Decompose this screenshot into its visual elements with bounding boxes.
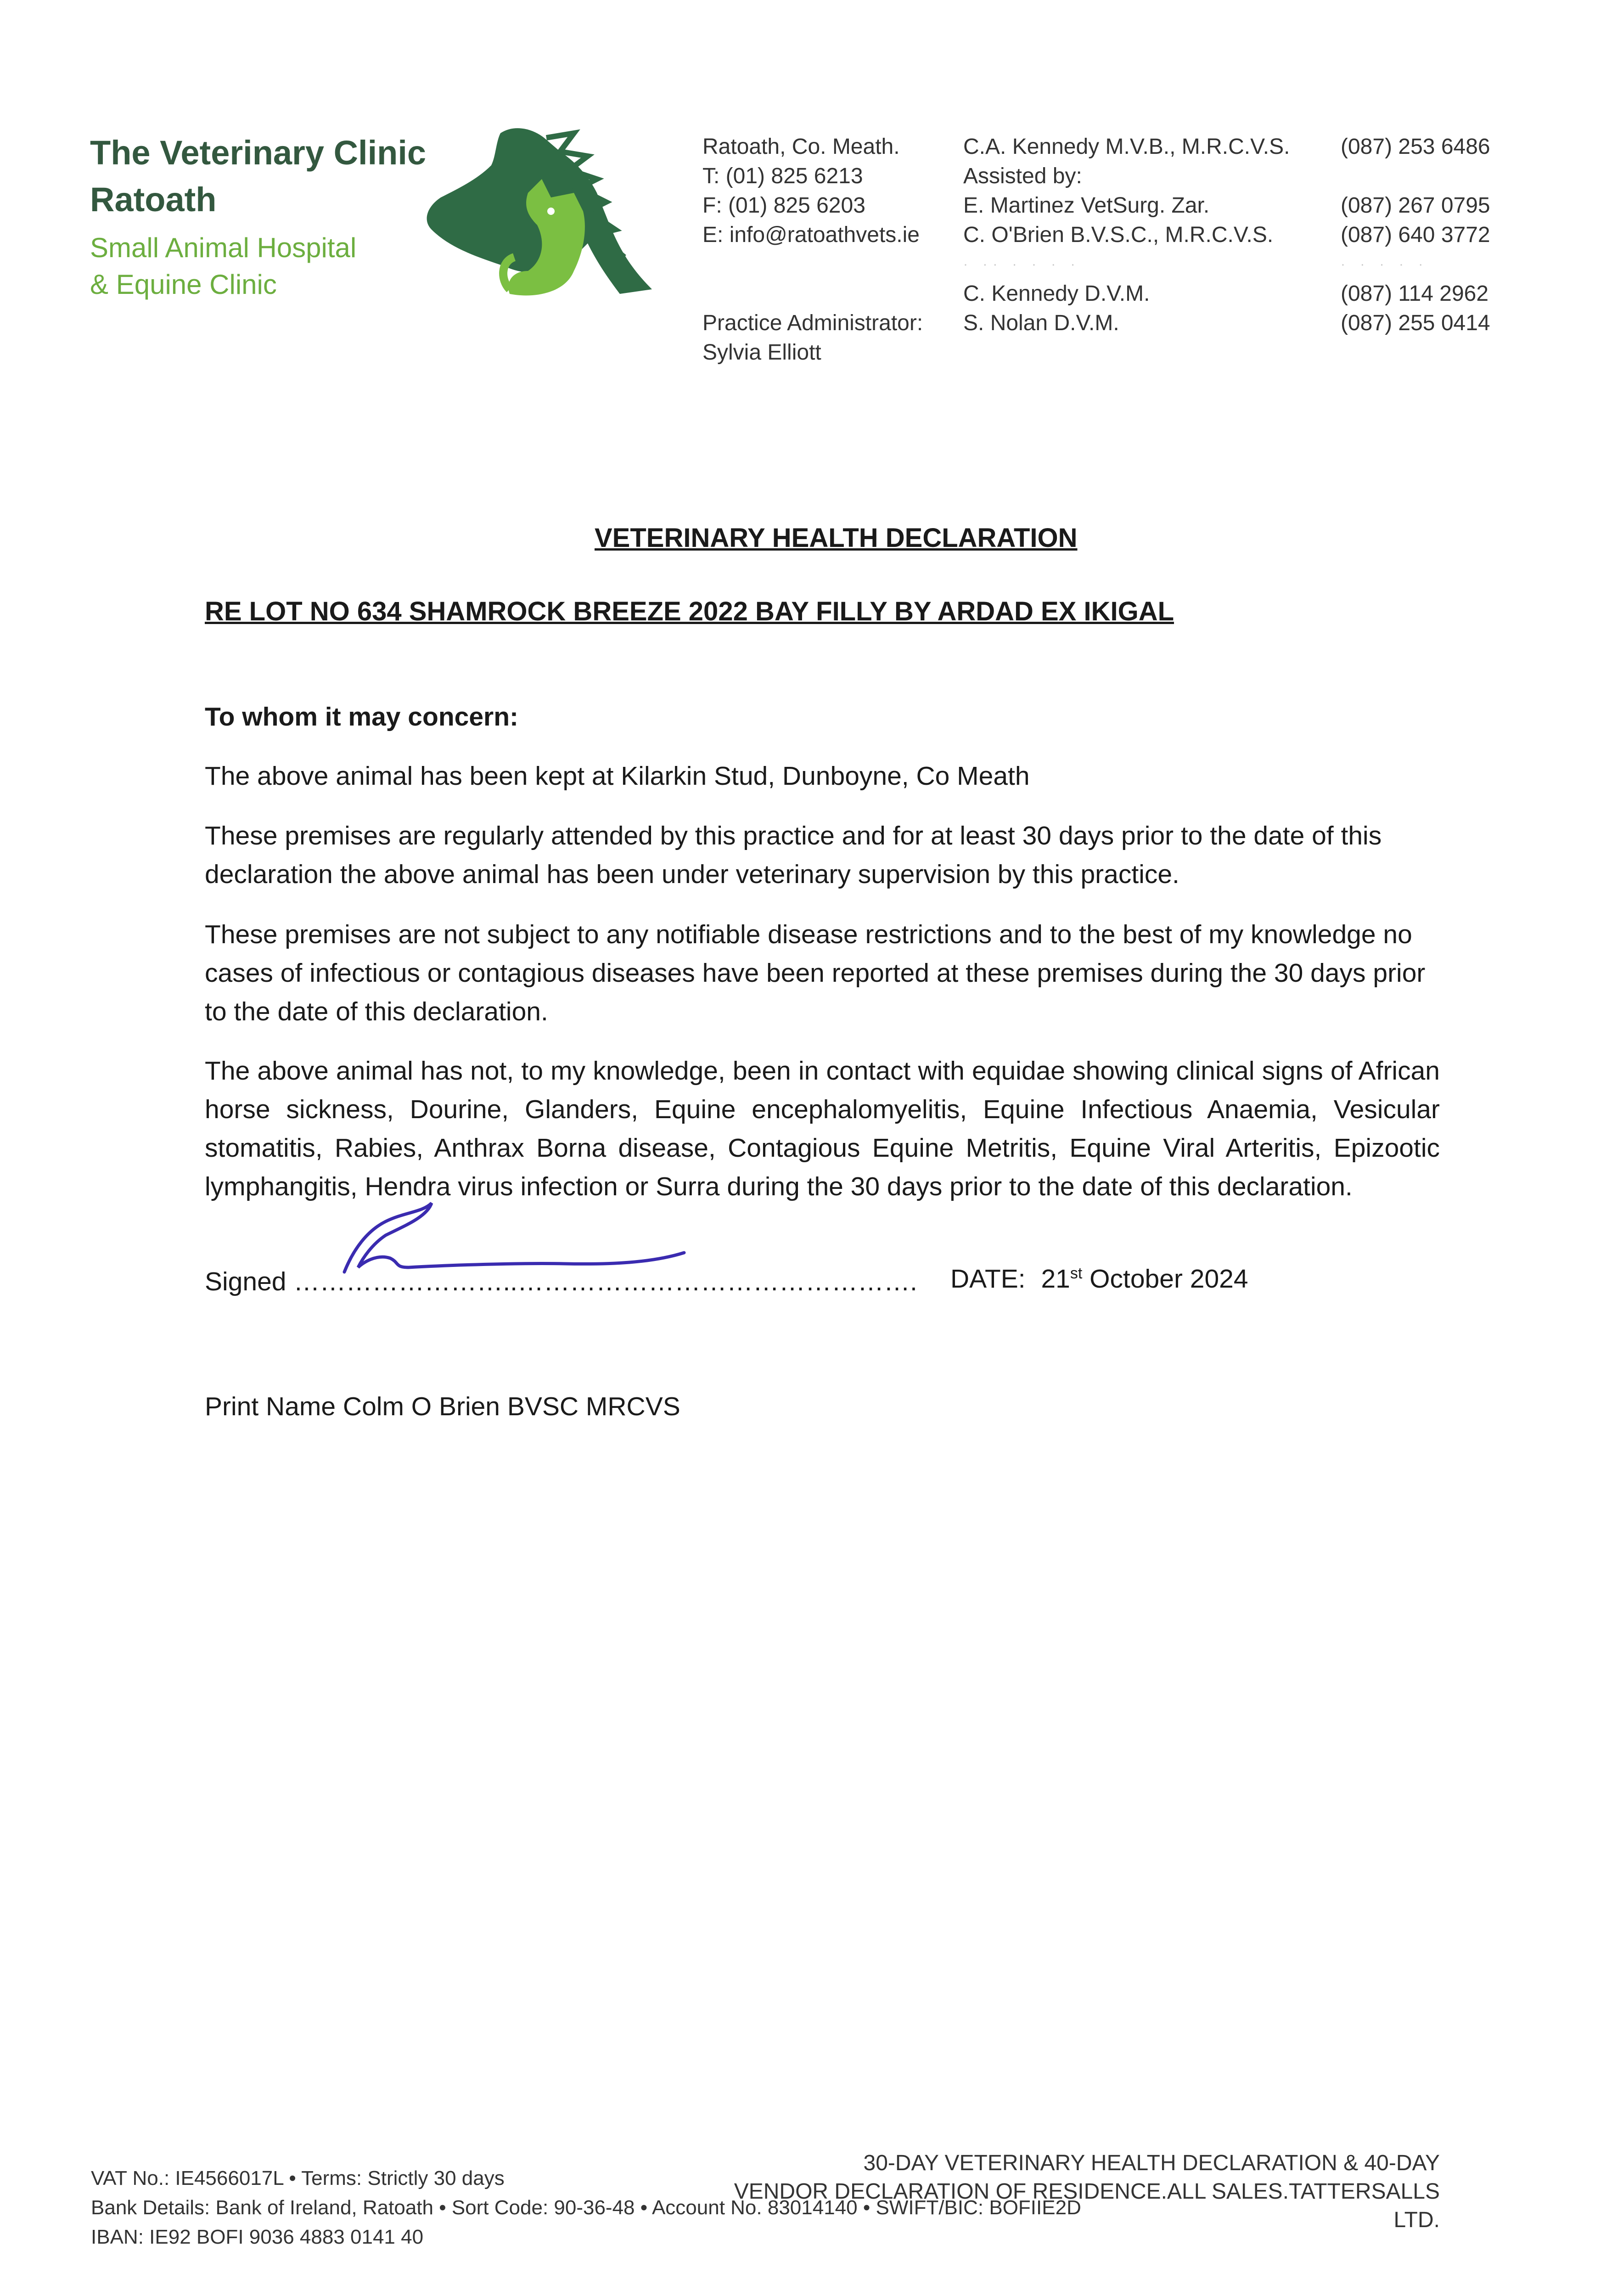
date-suffix: st [1070,1265,1083,1282]
footer-vat: VAT No.: IE4566017L • Terms: Strictly 30 days [91,2167,505,2189]
redacted-phone-entry: · · · · · [1341,257,1429,272]
clinic-name-line2: Ratoath [90,180,217,219]
clinic-name-line1: The Veterinary Clinic [90,134,427,172]
clinic-subtitle [90,230,356,303]
date-label: DATE: [950,1264,1026,1294]
phone-item: (087) 267 0795 [1341,193,1490,218]
clinic-fax: F: (01) 825 6203 [702,193,865,218]
staff-item: C. Kennedy D.V.M. [963,281,1150,306]
phone-item: (087) 253 6486 [1341,135,1490,159]
phone-spacer [1341,162,1490,191]
clinic-sub-line2: & Equine Clinic [90,269,277,300]
footer-bank: Bank Details: Bank of Ireland, Ratoath • Sort Code: 90-36-48 • Account No. 83014140 • SWIFT/BIC: BOFIIE2D [91,2196,1081,2219]
clinic-contact [702,132,920,250]
clinic-email[interactable]: E: info@ratoathvets.ie [702,223,920,247]
phone-item: (087) 640 3772 [1341,223,1490,247]
footer-right-line1: 30-DAY VETERINARY HEALTH DECLARATION & 40-DAY [863,2151,1440,2175]
date-month-year: October 2024 [1089,1264,1248,1294]
phone-list [1341,132,1490,338]
paragraph-restrictions: These premises are not subject to any notifiable disease restrictions and to the best of my knowledge no cases of infectious or contagious diseases have been reported at these premises during the 30 days prior to the date of this declaration. [205,920,1426,1026]
staff-item: C.A. Kennedy M.V.B., M.R.C.V.S. [963,135,1290,159]
clinic-address: Ratoath, Co. Meath. [702,135,900,159]
clinic-telephone: T: (01) 825 6213 [702,164,863,188]
paragraph-supervision: These premises are regularly attended by this practice and for at least 30 days prior to the date of this declaration the above animal has been under veterinary supervision by this practice. [205,821,1382,889]
footer-right-line2: VENDOR DECLARATION OF RESIDENCE.ALL SALES.TATTERSALLS LTD. [734,2179,1440,2232]
staff-item: S. Nolan D.V.M. [963,311,1119,335]
footer-iban: IBAN: IE92 BOFI 9036 4883 0141 40 [91,2226,424,2248]
practice-administrator [702,309,923,367]
admin-name: Sylvia Elliott [702,340,821,365]
paragraph-premises: The above animal has been kept at Kilarkin Stud, Dunboyne, Co Meath [205,761,1030,791]
phone-item: (087) 114 2962 [1341,281,1489,306]
footer-document-reference [683,2149,1440,2234]
print-name: Print Name Colm O Brien BVSC MRCVS [205,1392,680,1421]
admin-label: Practice Administrator: [702,311,923,335]
horse-and-dog-logo-icon [422,124,657,298]
lot-reference: RE LOT NO 634 SHAMROCK BREEZE 2022 BAY FILLY BY ARDAD EX IKIGAL [205,597,1174,626]
paragraph-diseases: The above animal has not, to my knowledge, been in contact with equidae showing clinical signs of African horse sickness, Dourine, Glanders, Equine encephalomyelitis, Equine Infectious Anaemia, Vesicular stomatitis, Rabies, Anthrax Borna disease, Contagious Equine Metritis, Equine Viral Arteritis, Epizootic lymphangitis, Hendra virus infection or Surra during the 30 days prior to the date of this declaration. [205,1056,1440,1201]
redacted-staff-entry: · ·· · · · · [963,257,1081,272]
clinic-sub-line1: Small Animal Hospital [90,232,357,263]
declaration-date [950,1264,1248,1294]
document-title: VETERINARY HEALTH DECLARATION [595,523,1078,553]
date-day: 21 [1041,1264,1070,1294]
staff-list [963,132,1290,338]
salutation: To whom it may concern: [205,702,519,732]
phone-item: (087) 255 0414 [1341,311,1490,335]
staff-item: E. Martinez VetSurg. Zar. [963,193,1210,218]
staff-item: C. O'Brien B.V.S.C., M.R.C.V.S. [963,223,1274,247]
clinic-name [90,129,426,223]
signed-line: Signed ……………………..………………………………………. [205,1267,917,1296]
staff-item: Assisted by: [963,164,1082,188]
